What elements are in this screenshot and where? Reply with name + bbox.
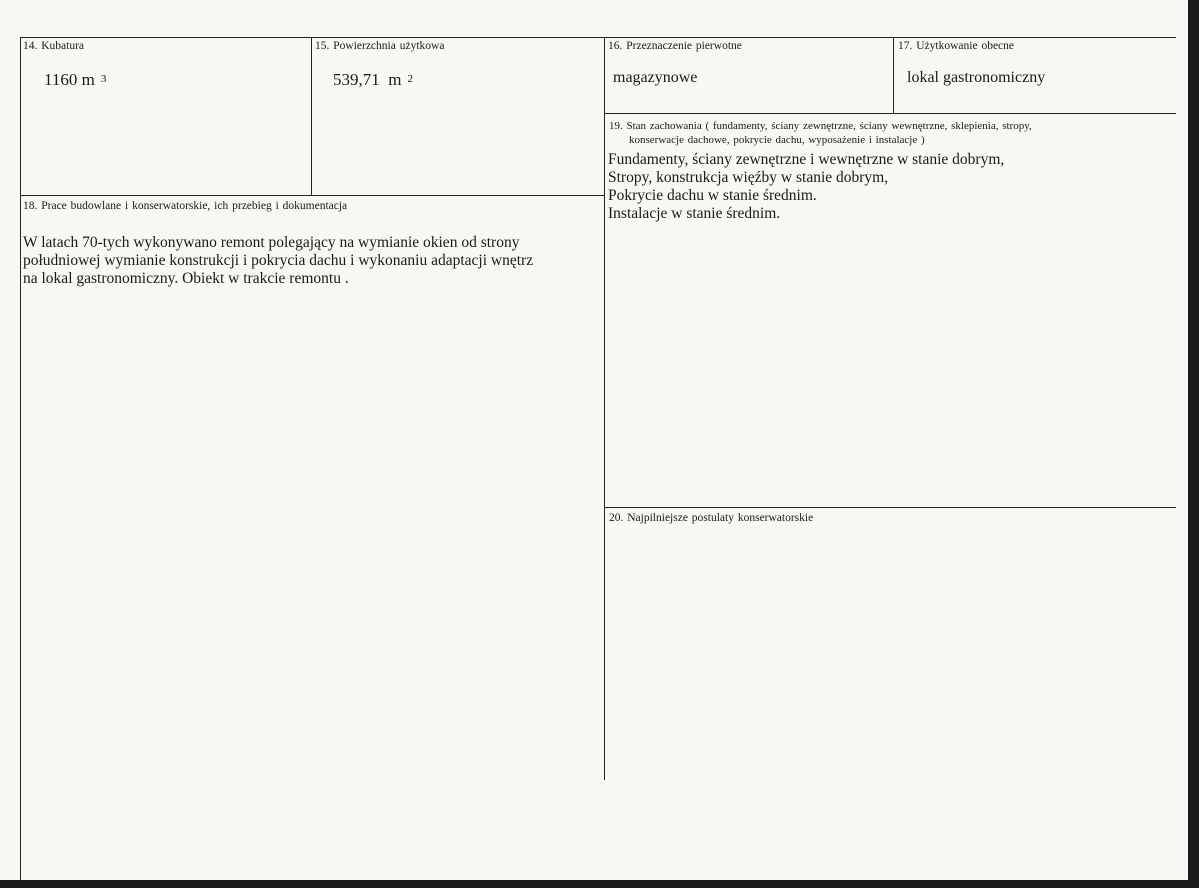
top-rule	[20, 37, 1176, 38]
scan-border-right	[1188, 0, 1199, 888]
powierzchnia-unit-exponent: 2	[407, 73, 413, 85]
field-19-line: Fundamenty, ściany zewnętrzne i wewnętrzne w stanie dobrym,	[608, 151, 1005, 168]
field-18-line: południowej wymianie konstrukcji i pokrycia dachu i wykonaniu adaptacji wnętrz	[23, 252, 534, 269]
field-15-label: 15. Powierzchnia użytkowa	[315, 40, 445, 52]
rule-above-20	[604, 507, 1176, 508]
field-19-label-line2: konserwacje dachowe, pokrycie dachu, wyposażenie i instalacje )	[629, 134, 925, 146]
powierzchnia-value: 539,71 m	[333, 70, 402, 89]
field-18-line: W latach 70-tych wykonywano remont polegający na wymianie okien od strony	[23, 234, 520, 251]
field-19-text	[608, 151, 1004, 223]
rule-under-16-17	[604, 113, 1176, 114]
field-19-label-line1: 19. Stan zachowania ( fundamenty, ściany zewnętrzne, ściany wewnętrzne, sklepienia, stropy,	[609, 120, 1032, 132]
field-14-value	[44, 70, 106, 92]
field-18-line: na lokal gastronomiczny. Obiekt w trakcie remontu .	[23, 270, 349, 287]
rule-above-18	[20, 195, 605, 196]
field-16-label: 16. Przeznaczenie pierwotne	[608, 40, 742, 52]
scan-border-bottom	[0, 880, 1199, 888]
field-16-value: magazynowe	[613, 69, 698, 86]
kubatura-unit-exponent: 3	[100, 73, 107, 85]
field-20-label: 20. Najpilniejsze postulaty konserwatorskie	[609, 512, 814, 524]
left-rule	[20, 37, 21, 880]
field-15-value	[333, 70, 413, 92]
divider-16-17	[893, 37, 894, 114]
field-17-label: 17. Użytkowanie obecne	[898, 40, 1015, 52]
field-19-line: Pokrycie dachu w stanie średnim.	[608, 187, 817, 204]
divider-14-15	[311, 37, 312, 195]
field-14-label: 14. Kubatura	[23, 40, 85, 52]
field-19-line: Stropy, konstrukcja więźby w stanie dobrym,	[608, 169, 889, 186]
field-18-label: 18. Prace budowlane i konserwatorskie, ich przebieg i dokumentacja	[23, 200, 348, 212]
field-19-line: Instalacje w stanie średnim.	[608, 205, 781, 222]
divider-center	[604, 37, 605, 780]
kubatura-value: 1160 m	[44, 70, 95, 89]
field-18-text	[23, 234, 533, 288]
field-17-value: lokal gastronomiczny	[907, 69, 1046, 86]
